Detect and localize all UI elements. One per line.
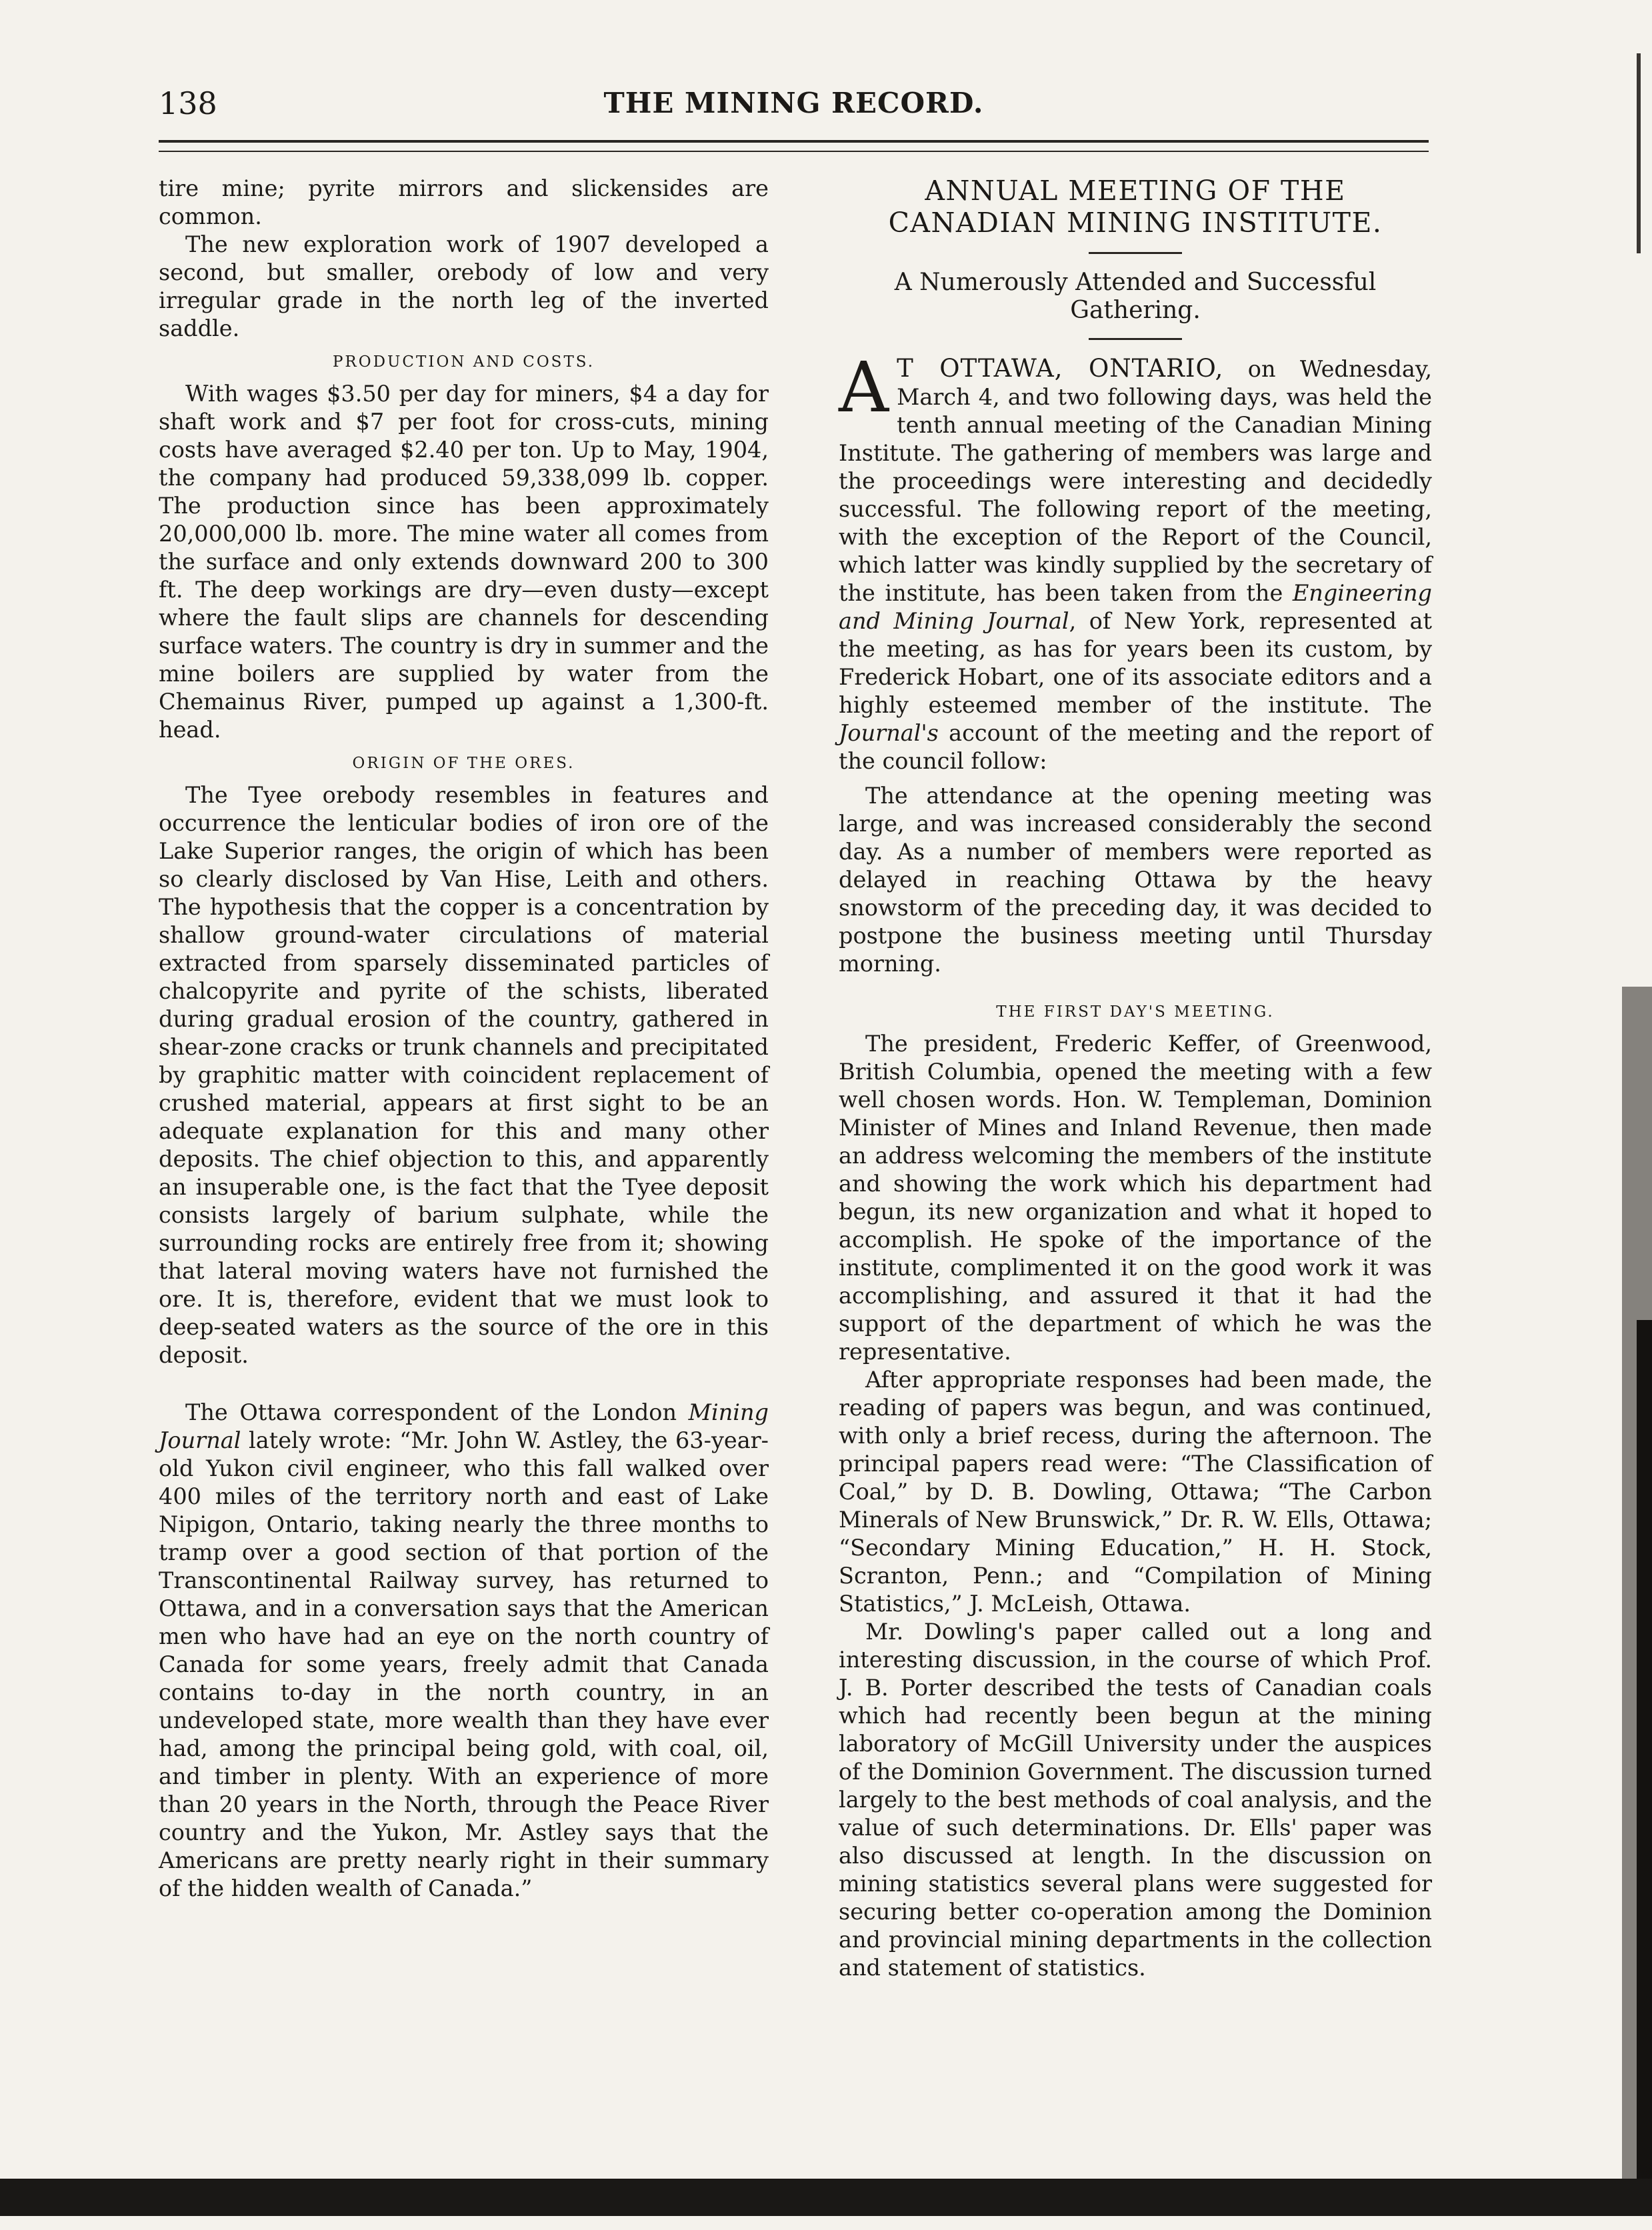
page-number: 138 [159,85,217,121]
journal-title: Journal's [839,720,939,746]
divider [1089,252,1182,254]
scan-bottom-edge [0,2179,1652,2216]
section-subhead: THE FIRST DAY'S MEETING. [996,1003,1275,1021]
header-rule-thick [159,140,1429,143]
running-title: THE MINING RECORD. [603,87,984,119]
paragraph: Mr. Dowling's paper called out a long and interesting discussion, in the course of which Prof. J. B. Porter described the tests of Canadian coals which had recently been begun at the mining laboratory of McGill University under the auspices of the Dominion Government. The discussion turned largely to the best methods of coal analysis, and the value of such determinations. Dr. Ells' paper was also discussed at length. In the discussion on mining statistics several plans were suggested for securing better co-operation among the Dominion and provincial mining departments in the collection and statement of statistics. [839,1619,1432,1981]
paragraph [159,1399,769,1903]
text-run: account of the meeting and the report of the council follow: [839,720,1432,774]
journal-title: Mining Journal [159,1399,769,1453]
paragraph: The president, Frederic Keffer, of Greenwood, British Columbia, opened the meeting with a few well chosen words. Hon. W. Templeman, Dominion Minister of Mines and Inland Revenue, then made an address welcoming the members of the institute and showing the work which his department had begun, its new organization and what it hoped to accomplish. He spoke of the importance of the institute, complimented it on the good work it was accomplishing, and assured it that it had the support of the department of which he was the representative. [839,1031,1432,1365]
divider [1089,338,1182,340]
header-rule-thin [159,151,1429,152]
lead-paragraph [839,347,1432,775]
left-column [159,175,769,1903]
paragraph: The new exploration work of 1907 developed a second, but smaller, orebody of low and very irregular grade in the north leg of the inverted saddle. [159,231,769,341]
paragraph: tire mine; pyrite mirrors and slickensides are common. [159,175,769,229]
scan-edge-shadow [1590,53,1652,2187]
text-run: lately wrote: “Mr. John W. Astley, the 63-year-old Yukon civil engineer, who this fall walked over 400 miles of the territory north and east of Lake Nipigon, Ontario, taking nearly the three months to tramp over a good section of that portion of the Transcontinental Railway survey, has returned to Ottawa, and in a conversation says that the American men who have had an eye on the north country of Canada for some years, freely admit that Canada contains to-day in the north country, in an undeveloped state, more wealth than they have ever had, among the principal being gold, with coal, oil, and timber in plenty. With an experience of more than 20 years in the North, through the Peace River country and the Yukon, Mr. Astley says that the Americans are pretty nearly right in their summary of the hidden wealth of Canada.” [159,1427,769,1901]
paragraph: With wages $3.50 per day for miners, $4 a day for shaft work and $7 per foot for cross-cuts, mining costs have averaged $2.40 per ton. Up to May, 1904, the company had produced 59,338,099 lb. copper. The production since has been approximately 20,000,000 lb. more. The mine water all comes from the surface and only extends downward 200 to 300 ft. The deep workings are dry—even dusty—except where the fault slips are channels for descending surface waters. The country is dry in summer and the mine boilers are supplied by water from the Chemainus River, pumped up against a 1,300-ft. head. [159,381,769,743]
text-run: , of New York, represented at the meeting, as has for years been its custom, by Frederick Hobart, one of its associate editors and a highly esteemed member of the institute. The [839,608,1432,718]
right-column [839,175,1432,1982]
journal-title: Engineering and Mining Journal [839,580,1432,634]
page-header [159,79,1429,132]
text-run: on Wednesday, March 4, and two following days, was held the tenth annual meeting of the Canadian Mining Institute. The gathering of members was large and the proceedings were interesting and decidedly successful. The following report of the meeting, with the exception of the Report of the Council, which latter was kindly supplied by the secretary of the institute, has been taken from the [839,356,1432,606]
paragraph: The attendance at the opening meeting was large, and was increased considerably the second day. As a number of members were reported as delayed in reaching Ottawa by the heavy snowstorm of the preceding day, it was decided to postpone the business meeting until Thursday morning. [839,783,1432,977]
lead-caps: T OTTAWA, ONTARIO, [897,354,1224,383]
article-subheadline: A Numerously Attended and Successful Gathering. [894,269,1377,324]
drop-cap: A [839,347,889,428]
section-subhead: PRODUCTION AND COSTS. [332,353,595,371]
paragraph: The Tyee orebody resembles in features and occurrence the lenticular bodies of iron ore of the Lake Superior ranges, the origin of which has been so clearly disclosed by Van Hise, Leith and others. The hypothesis that the copper is a concentration by shallow ground-water circulations of material extracted from sparsely disseminated particles of chalcopyrite and pyrite of the schists, liberated during gradual erosion of the country, gathered in shear-zone cracks or trunk channels and precipitated by graphitic matter with coincident replacement of crushed material, appears at first sight to be an adequate explanation for this and many other deposits. The chief objection to this, and apparently an insuperable one, is the fact that the Tyee deposit consists largely of barium sulphate, while the surrounding rocks are entirely free from it; showing that lateral moving waters have not furnished the ore. It is, therefore, evident that we must look to deep-seated waters as the source of the ore in this deposit. [159,782,769,1368]
text-run: The Ottawa correspondent of the London [185,1399,689,1425]
paragraph: After appropriate responses had been made, the reading of papers was begun, and was continued, with only a brief recess, during the afternoon. The principal papers read were: “The Classification of Coal,” by D. B. Dowling, Ottawa; “The Carbon Minerals of New Brunswick,” Dr. R. W. Ells, Ottawa; “Secondary Mining Education,” H. H. Stock, Scranton, Penn.; and “Compilation of Mining Statistics,” J. McLeish, Ottawa. [839,1367,1432,1617]
article-headline: ANNUAL MEETING OF THE CANADIAN MINING INSTITUTE. [888,175,1383,239]
section-subhead: ORIGIN OF THE ORES. [352,755,575,772]
